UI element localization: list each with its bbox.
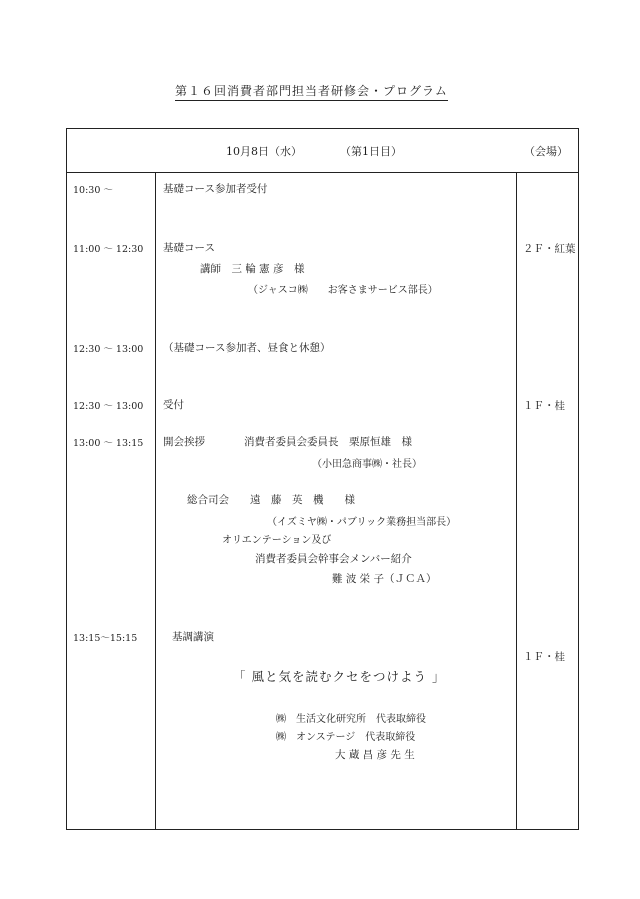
lecturer-affiliation: （ジャスコ㈱ お客さまサービス部長） — [248, 285, 438, 296]
header-venue-label: （会場） — [524, 145, 568, 158]
keynote-speaker-name: 大 蔵 昌 彦 先 生 — [335, 749, 415, 761]
header-date: 10月8日（水） — [226, 145, 302, 158]
keynote-org-2: ㈱ オンステージ 代表取締役 — [276, 732, 416, 743]
lecturer: 講師 三 輪 憲 彦 様 — [200, 263, 305, 275]
row-time: 12:30 ～ 13:00 — [73, 401, 144, 412]
row-time: 10:30 ～ — [73, 185, 113, 196]
row-time: 11:00 ～ 12:30 — [73, 244, 144, 255]
venue-column-divider — [516, 172, 517, 829]
header-divider — [67, 172, 578, 173]
row-time: 12:30 ～ 13:00 — [73, 344, 144, 355]
header-day: （第1日目） — [340, 145, 402, 158]
row-time: 13:00 ～ 13:15 — [73, 438, 144, 449]
row-event: 基礎コース — [163, 242, 215, 254]
orientation-text: オリエンテーション及び — [222, 535, 332, 546]
keynote-topic: 「 風と気を読むクセをつけよう 」 — [233, 669, 446, 684]
mc-label: 総合司会 — [187, 494, 229, 506]
opening-speaker-affiliation: （小田急商事㈱・社長） — [312, 459, 422, 470]
mc-name: 遠 藤 英 機 様 — [250, 494, 355, 506]
mc-affiliation: （イズミヤ㈱・パブリック業務担当部長） — [267, 517, 457, 528]
intro-person: 難 波 栄 子（ＪＣＡ） — [332, 573, 437, 585]
row-time: 13:15～15:15 — [73, 633, 138, 644]
time-column-divider — [155, 172, 156, 829]
row-venue: １Ｆ・桂 — [523, 651, 565, 663]
row-event: 基礎コース参加者受付 — [163, 183, 268, 195]
page-title: 第１６回消費者部門担当者研修会・プログラム — [175, 82, 448, 101]
row-event: 開会挨拶 — [163, 436, 205, 448]
row-venue: １Ｆ・桂 — [523, 400, 565, 412]
member-intro-text: 消費者委員会幹事会メンバー紹介 — [255, 553, 412, 565]
opening-speaker: 消費者委員会委員長 栗原恒雄 様 — [244, 436, 412, 448]
row-event: 基調講演 — [172, 631, 214, 643]
row-event: 受付 — [163, 399, 184, 411]
keynote-org-1: ㈱ 生活文化研究所 代表取締役 — [276, 714, 426, 725]
row-venue: ２Ｆ・紅葉 — [523, 243, 576, 255]
row-event: （基礎コース参加者、昼食と休憩） — [163, 342, 331, 354]
